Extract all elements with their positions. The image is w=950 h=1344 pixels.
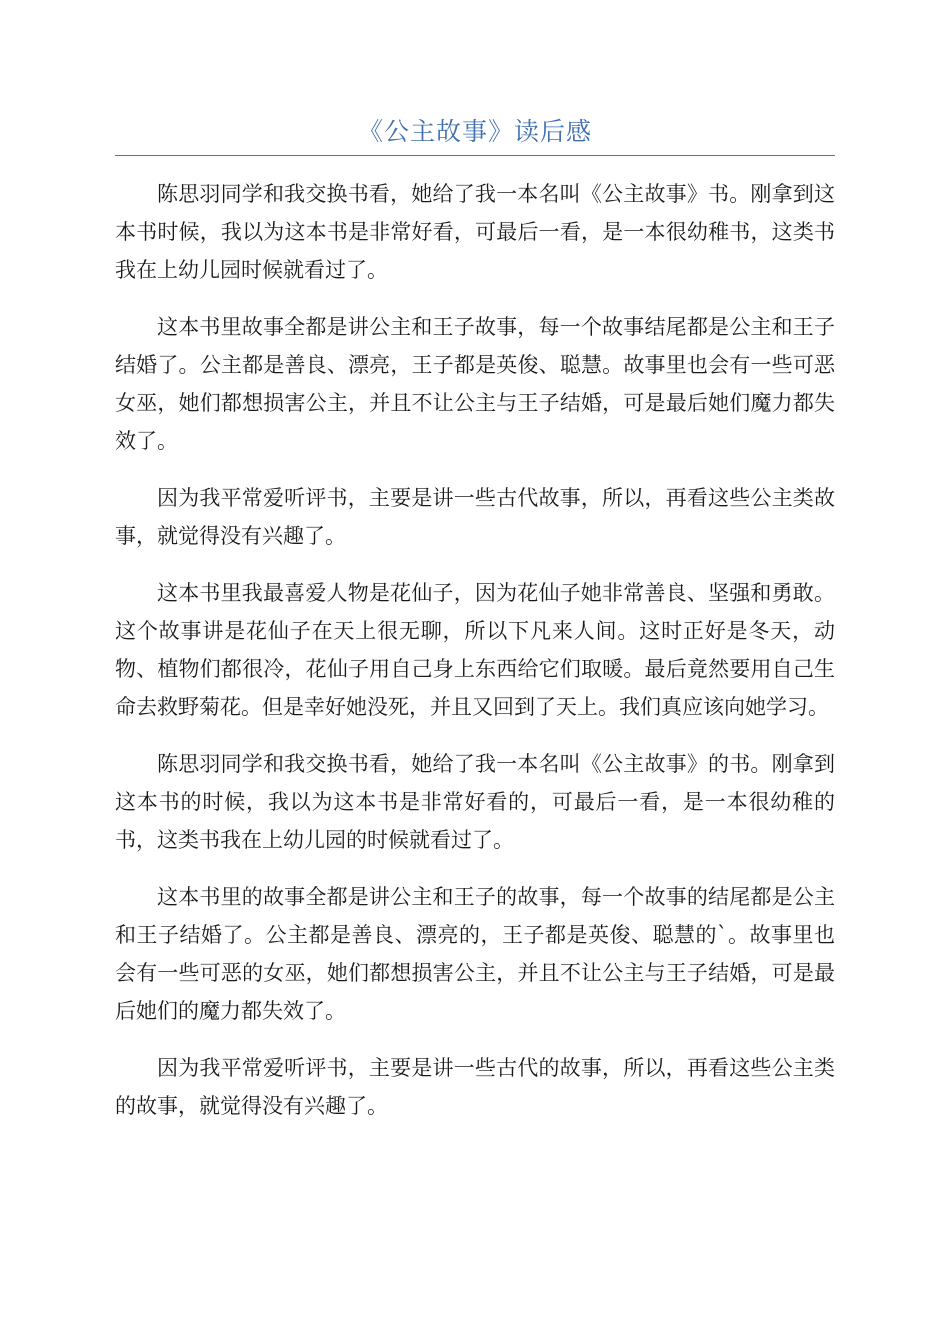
paragraph-5: 陈思羽同学和我交换书看，她给了我一本名叫《公主故事》的书。刚拿到这本书的时候，我以为这本书是非常好看的，可最后一看，是一本很幼稚的书，这类书我在上幼儿园的时候就看过了。 <box>115 752 835 852</box>
paragraph-6: 这本书里的故事全都是讲公主和王子的故事，每一个故事的结尾都是公主和王子结婚了。公主都是善良、漂亮的，王子都是英俊、聪慧的`。故事里也会有一些可恶的女巫，她们都想损害公主，并且不让公主与王子结婚，可是最后她们的魔力都失效了。 <box>115 885 835 1023</box>
paragraph-2: 这本书里故事全都是讲公主和王子故事，每一个故事结尾都是公主和王子结婚了。公主都是善良、漂亮，王子都是英俊、聪慧。故事里也会有一些可恶女巫，她们都想损害公主，并且不让公主与王子结婚，可是最后她们魔力都失效了。 <box>115 315 835 453</box>
document-body <box>115 175 835 1144</box>
paragraph-1: 陈思羽同学和我交换书看，她给了我一本名叫《公主故事》书。刚拿到这本书时候，我以为这本书是非常好看，可最后一看，是一本很幼稚书，这类书我在上幼儿园时候就看过了。 <box>115 182 835 282</box>
paragraph-7: 因为我平常爱听评书，主要是讲一些古代的故事，所以，再看这些公主类的故事，就觉得没有兴趣了。 <box>115 1056 835 1118</box>
paragraph-4: 这本书里我最喜爱人物是花仙子，因为花仙子她非常善良、坚强和勇敢。这个故事讲是花仙子在天上很无聊，所以下凡来人间。这时正好是冬天，动物、植物们都很冷，花仙子用自己身上东西给它们取暖。最后竟然要用自己生命去救野菊花。但是幸好她没死，并且又回到了天上。我们真应该向她学习。 <box>115 581 835 719</box>
title-underline <box>115 155 835 156</box>
paragraph-3: 因为我平常爱听评书，主要是讲一些古代故事，所以，再看这些公主类故事，就觉得没有兴趣了。 <box>115 486 835 548</box>
document-title: 《公主故事》读后感 <box>357 117 592 146</box>
